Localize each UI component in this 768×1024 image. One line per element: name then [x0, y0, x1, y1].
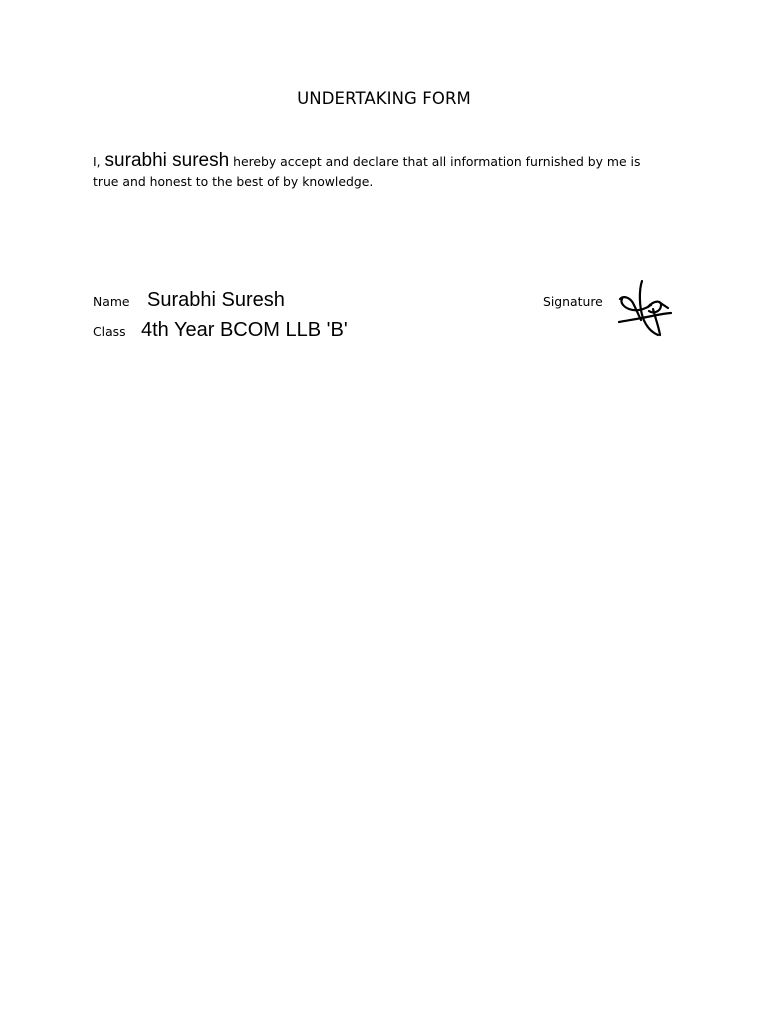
declaration-paragraph: [93, 151, 693, 192]
name-label: Name: [93, 294, 130, 309]
declaration-prefix: I,: [93, 154, 101, 169]
form-title: UNDERTAKING FORM: [297, 89, 471, 108]
declarant-name: surabhi suresh: [104, 150, 230, 171]
signature-icon: [615, 278, 675, 340]
declaration-text-rest: hereby accept and declare that all information furnished by me is: [233, 154, 641, 169]
declaration-line-one: [93, 151, 693, 172]
signature-label: Signature: [543, 294, 603, 309]
declaration-line-two: true and honest to the best of by knowledge.: [93, 174, 374, 189]
name-value: Surabhi Suresh: [147, 289, 285, 311]
class-value: 4th Year BCOM LLB 'B': [141, 319, 348, 341]
class-label: Class: [93, 324, 126, 339]
